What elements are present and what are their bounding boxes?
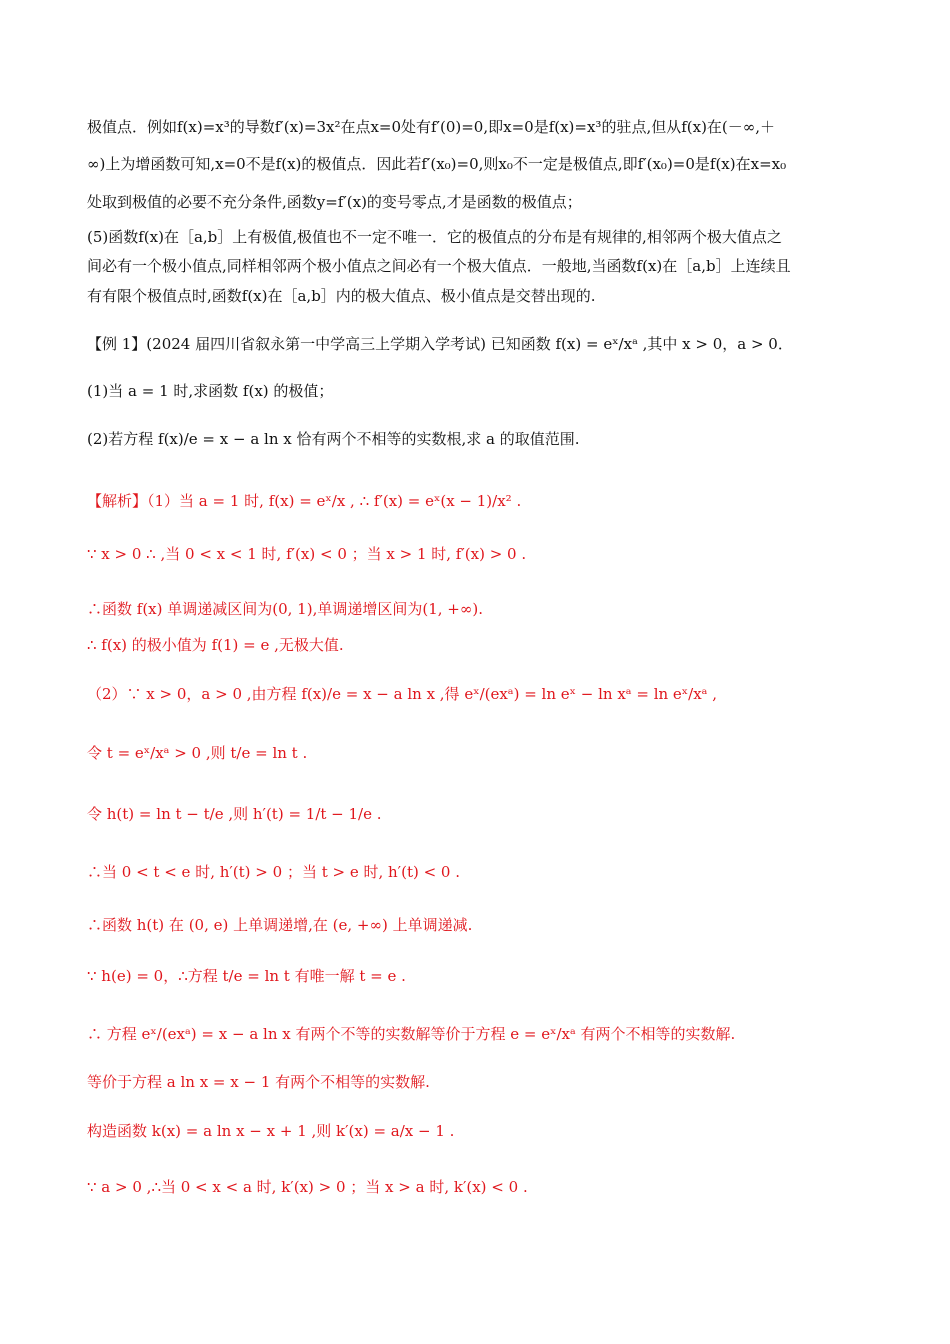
solution-line-5: （2）∵ x > 0，a > 0 ,由方程 f(x)/e = x − a ln x ,得 eˣ/(exᵃ) = ln eˣ − ln xᵃ = ln eˣ/xᵃ , [87, 685, 717, 703]
paragraph-line-5: 间必有一个极小值点,同样相邻两个极小值点之间必有一个极大值点．一般地,当函数f(x)在［a,b］上连续且 [87, 257, 791, 275]
paragraph-line-4: (5)函数f(x)在［a,b］上有极值,极值也不一定不唯一．它的极值点的分布是有规律的,相邻两个极大值点之 [87, 228, 782, 246]
solution-line-4: ∴ f(x) 的极小值为 f(1) = e ,无极大值. [87, 636, 344, 654]
solution-line-8: ∴当 0 < t < e 时, h′(t) > 0 ；当 t > e 时, h′(t) < 0 . [87, 863, 461, 881]
example-heading: 【例 1】(2024 届四川省叙永第一中学高三上学期入学考试) 已知函数 f(x) = eˣ/xᵃ ,其中 x > 0，a > 0． [87, 335, 793, 353]
paragraph-line-6: 有有限个极值点时,函数f(x)在［a,b］内的极大值点、极小值点是交替出现的. [87, 287, 596, 305]
solution-line-12: 等价于方程 a ln x = x − 1 有两个不相等的实数解. [87, 1073, 430, 1091]
solution-line-6: 令 t = eˣ/xᵃ > 0 ,则 t/e = ln t . [87, 744, 308, 762]
paragraph-line-1: 极值点．例如f(x)=x³的导数f′(x)=3x²在点x=0处有f′(0)=0,即x=0是f(x)=x³的驻点,但从f(x)在(－∞,＋ [87, 118, 776, 136]
paragraph-line-3: 处取到极值的必要不充分条件,函数y=f′(x)的变号零点,才是函数的极值点； [87, 193, 582, 211]
solution-line-7: 令 h(t) = ln t − t/e ,则 h′(t) = 1/t − 1/e . [87, 805, 382, 823]
solution-line-10: ∵ h(e) = 0，∴方程 t/e = ln t 有唯一解 t = e . [87, 967, 406, 985]
paragraph-line-2: ∞)上为增函数可知,x=0不是f(x)的极值点．因此若f′(x₀)=0,则x₀不一定是极值点,即f′(x₀)=0是f(x)在x=x₀ [87, 155, 787, 173]
solution-line-11: ∴ 方程 eˣ/(exᵃ) = x − a ln x 有两个不等的实数解等价于方程 e = eˣ/xᵃ 有两个不相等的实数解. [87, 1025, 736, 1043]
solution-line-1: 【解析】（1）当 a = 1 时, f(x) = eˣ/x , ∴ f′(x) = eˣ(x − 1)/x² . [87, 492, 522, 510]
example-question-2: (2)若方程 f(x)/e = x − a ln x 恰有两个不相等的实数根,求 a 的取值范围. [87, 430, 580, 448]
solution-line-9: ∴函数 h(t) 在 (0, e) 上单调递增,在 (e, +∞) 上单调递减. [87, 916, 473, 934]
solution-line-13: 构造函数 k(x) = a ln x − x + 1 ,则 k′(x) = a/x − 1 . [87, 1122, 455, 1140]
example-question-1: (1)当 a = 1 时,求函数 f(x) 的极值； [87, 382, 334, 400]
solution-line-14: ∵ a > 0 ,∴当 0 < x < a 时, k′(x) > 0 ；当 x > a 时, k′(x) < 0 . [87, 1178, 528, 1196]
solution-line-2: ∵ x > 0 ∴ ,当 0 < x < 1 时, f′(x) < 0 ；当 x > 1 时, f′(x) > 0 . [87, 545, 527, 563]
solution-line-3: ∴函数 f(x) 单调递减区间为(0, 1),单调递增区间为(1, +∞). [87, 600, 483, 618]
